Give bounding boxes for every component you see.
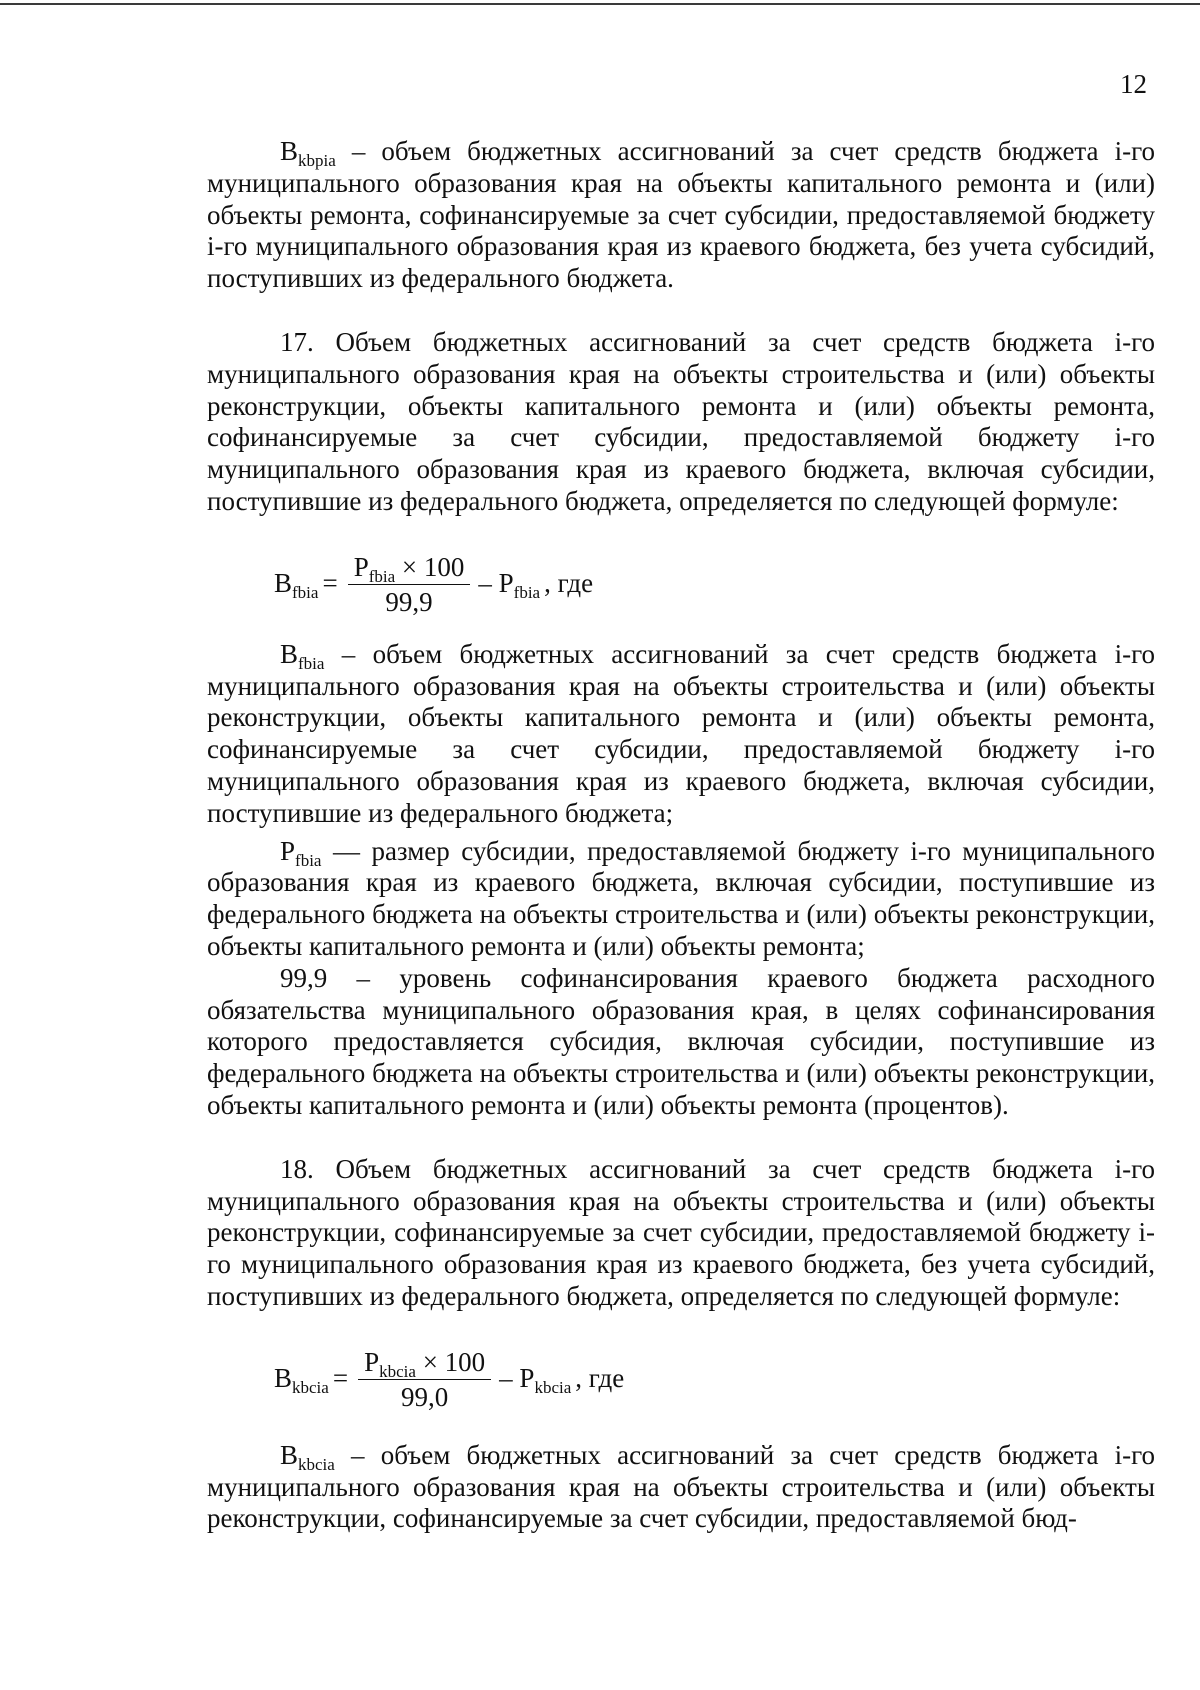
formula-bfbia: [274, 552, 1155, 617]
formula-minus-term: – $P_{fbia}$: [478, 568, 541, 603]
formula-lhs: $B_{kbcia}$: [274, 1363, 329, 1398]
paragraph-text: $P_{fbia}$ — размер субсидии, предоставляемой бюджету i-го муниципального образования края из краевого бюджета, включая субсидии, поступившие из федерального бюджета на объекты строительства и (или) объекты реконструкции, объекты капитального ремонта и (или) объекты ремонта;: [207, 835, 1155, 961]
fraction-numerator: $P_{kbcia} \times 100$: [358, 1347, 491, 1380]
paragraph-bkbpia-definition: [207, 136, 1155, 295]
fraction-denominator: 99,0: [401, 1381, 449, 1412]
paragraph-item-17: [207, 327, 1155, 518]
top-border-line: [0, 3, 1200, 5]
formula-lhs: $B_{fbia}$: [274, 568, 319, 603]
paragraph-bkbcia-definition: [207, 1440, 1155, 1535]
paragraph-99-9-definition: [207, 963, 1155, 1122]
paragraph-text: 99,9 – уровень софинансирования краевого бюджета расходного обязательства муниципального образования края, в целях софинансирования которого предоставляется субсидия, включая субсидии, поступившие из федерального бюджета на объекты строительства и (или) объекты реконструкции, объекты капитального ремонта и (или) объекты ремонта (процентов).: [207, 962, 1155, 1120]
formula-equals: =: [332, 1363, 349, 1394]
page-number: 12: [1120, 69, 1147, 99]
paragraph-text: $B_{kbpia}$ – объем бюджетных ассигнований за счет средств бюджета i-го муниципального образования края на объекты капитального ремонта и (или) объекты ремонта, софинансируемые за счет субсидии, предоставляемой бюджету i-го муниципального образования края из краевого бюджета, без учета субсидий, поступивших из федерального бюджета.: [207, 136, 1155, 294]
paragraph-text: 17. Объем бюджетных ассигнований за счет средств бюджета i-го муниципального образования края на объекты строительства и (или) объекты реконструкции, объекты капитального ремонта и (или) объекты ремонта, софинансируемые за счет субсидии, предоставляемой бюджету i-го муниципального образования края из краевого бюджета, включая субсидии, поступившие из федерального бюджета, определяется по следующей формуле:: [207, 326, 1155, 516]
fraction-denominator: 99,9: [385, 586, 433, 617]
formula-fraction: [348, 552, 471, 617]
formula-tail: , где: [575, 1363, 625, 1394]
formula-equals: =: [322, 568, 338, 599]
paragraph-text: $B_{fbia}$ – объем бюджетных ассигнований за счет средств бюджета i-го муниципального образования края на объекты строительства и (или) объекты реконструкции, объекты капитального ремонта и (или) объекты ремонта, софинансируемые за счет субсидии, предоставляемой бюджету i-го муниципального образования края из краевого бюджета, включая субсидии, поступившие из федерального бюджета;: [207, 638, 1155, 828]
formula-fraction: [358, 1347, 491, 1412]
document-body: [207, 136, 1155, 1535]
paragraph-bfbia-definition: [207, 639, 1155, 830]
paragraph-pfbia-definition: [207, 836, 1155, 963]
paragraph-item-18: [207, 1154, 1155, 1313]
paragraph-text: 18. Объем бюджетных ассигнований за счет средств бюджета i-го муниципального образования края на объекты строительства и (или) объекты реконструкции, софинансируемые за счет субсидии, предоставляемой бюджету i-го муниципального образования края из краевого бюджета, без учета субсидий, поступивших из федерального бюджета, определяется по следующей формуле:: [207, 1153, 1155, 1311]
fraction-numerator: $P_{fbia} \times 100$: [348, 552, 471, 585]
formula-minus-term: – $P_{kbcia}$: [499, 1363, 572, 1398]
formula-bkbcia: [274, 1347, 1155, 1412]
formula-tail: , где: [544, 568, 594, 599]
paragraph-text: $B_{kbcia}$ – объем бюджетных ассигнований за счет средств бюджета i-го муниципального образования края на объекты строительства и (или) объекты реконструкции, софинансируемые за счет субсидии, предоставляемой бюд-: [207, 1439, 1155, 1534]
